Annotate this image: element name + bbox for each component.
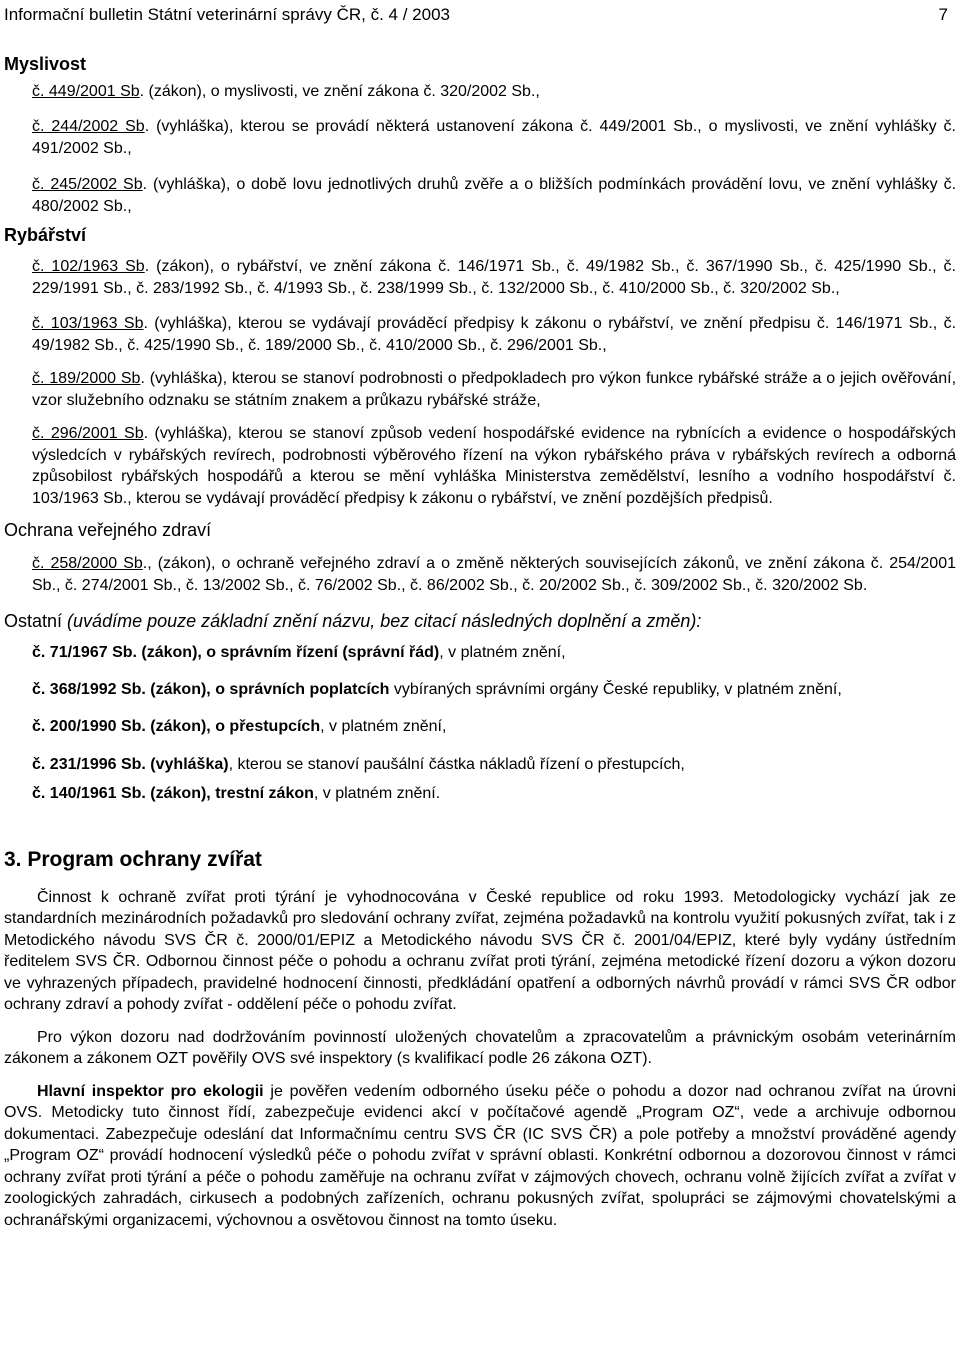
ostatni-list bbox=[4, 642, 956, 805]
law-item bbox=[32, 679, 956, 701]
law-item bbox=[32, 783, 956, 805]
law-desc: . (vyhláška), kterou se stanoví způsob vedení hospodářské evidence na rybnících a evidence o hospodářských výsledcích v rybářských revírech, podrobnosti výběrového řízení na výkon rybářského práva v rybářských revírech a odborná způsobilost rybářských hospodářů a kterou se mění vyhláška Ministerstva zemědělství, lesního a vodního hospodářství č. 103/1963 Sb., kterou se vydávají prováděcí předpisy k zákonu o rybářství, ve znění pozdějších předpisů. bbox=[32, 425, 957, 507]
law-item bbox=[32, 754, 956, 776]
ostatni-note: (uvádíme pouze základní znění názvu, bez citací následných doplnění a změn): bbox=[67, 611, 702, 631]
ochrana-list bbox=[4, 553, 956, 596]
law-desc: . (vyhláška), kterou se provádí některá ustanovení zákona č. 449/2001 Sb., o myslivosti, ve znění vyhlášky č. 491/2002 Sb., bbox=[32, 118, 957, 157]
law-item bbox=[32, 81, 956, 103]
law-title: č. 231/1996 Sb. (vyhláška) bbox=[32, 755, 229, 773]
law-ref-link[interactable]: č. 244/2002 Sb bbox=[32, 118, 145, 135]
law-desc: . (vyhláška), kterou se vydávají prováděcí předpisy k zákonu o rybářství, ve znění předpisu č. 146/1971 Sb., č. 49/1982 Sb., č. 425/1990 Sb., č. 189/2000 Sb., č. 410/2000 Sb., č. 296/2001 Sb., bbox=[32, 315, 957, 354]
law-ref-link[interactable]: č. 102/1963 Sb bbox=[32, 258, 145, 275]
law-item bbox=[32, 716, 956, 738]
section-heading-ostatni bbox=[4, 609, 956, 633]
law-item bbox=[32, 368, 956, 411]
chapter-paragraph-1: Činnost k ochraně zvířat proti týrání je vyhodnocována v České republice od roku 1993. Metodologicky vychází jak ze standardních mezinárodních požadavků pro sledování ochrany zvířat, zejména požadavků na kontrolu využití pokusných zvířat, tak i z Metodického návodu SVS ČR č. 2000/01/EPIZ a Metodického návodu SVS ČR č. 2001/04/EPIZ, které byly vydány ústředním ředitelem SVS ČR. Odbornou činnost péče o pohodu a ochranu zvířat proti týrání, zejména metodické řízení dozoru a výkon dozoru ve vyhrazených případech, pravidelné hodnocení činnosti, předkládání opatření a odborných návrhů provádí v rámci SVS ČR odbor ochrany zdraví a pohody zvířat - oddělení péče o pohodu zvířat. bbox=[4, 888, 956, 1013]
law-item bbox=[32, 313, 956, 356]
law-ref-link[interactable]: č. 245/2002 Sb bbox=[32, 176, 143, 193]
rybarstvi-list bbox=[4, 256, 956, 509]
law-title: č. 368/1992 Sb. (zákon), o správních poplatcích bbox=[32, 680, 390, 698]
law-desc: . (vyhláška), kterou se stanoví podrobnosti o předpokladech pro výkon funkce rybářské stráže a o jejich ověřování, vzor služebního odznaku se státním znakem a průkazu rybářské stráže, bbox=[32, 370, 957, 409]
law-item bbox=[32, 116, 956, 159]
section-heading-ochrana: Ochrana veřejného zdraví bbox=[4, 520, 212, 540]
law-item bbox=[32, 423, 956, 509]
inspector-title: Hlavní inspektor pro ekologii bbox=[37, 1082, 264, 1100]
page-number: 7 bbox=[938, 5, 948, 24]
law-desc: . (vyhláška), o době lovu jednotlivých druhů zvěře a o bližších podmínkách provádění lovu, ve znění vyhlášky č. 480/2002 Sb., bbox=[32, 176, 957, 215]
law-item bbox=[32, 174, 956, 217]
bulletin-title: Informační bulletin Státní veterinární správy ČR, č. 4 / 2003 bbox=[4, 5, 450, 24]
law-desc: . (zákon), o myslivosti, ve znění zákona č. 320/2002 Sb., bbox=[139, 82, 540, 100]
section-heading-myslivost: Myslivost bbox=[4, 53, 87, 74]
law-ref-link[interactable]: č. 296/2001 Sb bbox=[32, 425, 144, 442]
law-ref-link[interactable]: č. 258/2000 Sb bbox=[32, 555, 143, 572]
ostatni-title: Ostatní bbox=[4, 611, 63, 631]
law-ref-link[interactable]: č. 449/2001 Sb bbox=[32, 82, 140, 100]
chapter-paragraph-3 bbox=[4, 1081, 956, 1232]
chapter-title: 3. Program ochrany zvířat bbox=[4, 847, 262, 871]
law-ref-link[interactable]: č. 103/1963 Sb bbox=[32, 315, 144, 332]
law-desc: , kterou se stanoví paušální částka nákladů řízení o přestupcích, bbox=[228, 755, 685, 773]
page-header bbox=[4, 4, 948, 26]
law-title: č. 71/1967 Sb. (zákon), o správním řízení (správní řád) bbox=[32, 644, 440, 661]
inspector-text: je pověřen vedením odborného úseku péče o pohodu a dozor nad ochranou zvířat na úrovni OVS. Metodicky tuto činnost řídí, zabezpečuje evidenci akcí v počítačové agendě „Program OZ“, vede a archivuje odbornou dokumentaci. Zabezpečuje odeslání dat Informačnímu centru SVS ČR (IC SVS ČR) a pole potřeby a množství prováděné agendy „Program OZ“ provádí hodnocení výsledků péče o pohodu zvířat v správní oblasti. Konkrétní odbornou a dozorovou činnost v rámci ochrany zvířat proti týrání a péče o pohodu zaměřuje na ochranu zvířat v zájmových chovech, ochranu volně žijících zvířat a zvířat v zoologických zahradách, cirkusech a podobných zařízeních, ochranu pokusných zvířat, spolupráci se zájmovými chovatelskými a ochranářskými organizacemi, výchovnou a osvětovou činnost na tomto úseku. bbox=[4, 1082, 957, 1229]
law-desc: , v platném znění, bbox=[320, 718, 447, 735]
law-item bbox=[32, 256, 956, 299]
law-desc: , v platném znění. bbox=[313, 785, 441, 802]
myslivost-list bbox=[4, 81, 956, 218]
law-item bbox=[32, 642, 956, 664]
law-desc: . (zákon), o rybářství, ve znění zákona č. 146/1971 Sb., č. 49/1982 Sb., č. 367/1990 Sb., č. 425/1990 Sb., č. 229/1991 Sb., č. 283/1992 Sb., č. 4/1993 Sb., č. 238/1999 Sb., č. 132/2000 Sb., č. 410/2000 Sb., č. 320/2002 Sb., bbox=[32, 258, 957, 297]
law-title: č. 200/1990 Sb. (zákon), o přestupcích bbox=[32, 718, 321, 735]
law-item bbox=[32, 553, 956, 596]
chapter-paragraph-2: Pro výkon dozoru nad dodržováním povinností uložených chovatelům a zpracovatelům a právnickým osobám veterinárním zákonem a zákonem OZT pověřily OVS své inspektory (s kvalifikací podle 26 zákona OZT). bbox=[4, 1028, 956, 1067]
law-title: č. 140/1961 Sb. (zákon), trestní zákon bbox=[32, 785, 314, 802]
law-ref-link[interactable]: č. 189/2000 Sb bbox=[32, 370, 141, 387]
law-desc: vybíraných správními orgány České republiky, v platném znění, bbox=[389, 680, 842, 698]
section-heading-rybarstvi: Rybářství bbox=[4, 225, 87, 245]
law-desc: ., (zákon), o ochraně veřejného zdraví a o změně některých souvisejících zákonů, ve znění zákona č. 254/2001 Sb., č. 274/2001 Sb., č. 13/2002 Sb., č. 76/2002 Sb., č. 86/2002 Sb., č. 20/2002 Sb., č. 309/2002 Sb., č. 320/2002 Sb. bbox=[32, 555, 956, 594]
law-desc: , v platném znění, bbox=[439, 644, 566, 661]
